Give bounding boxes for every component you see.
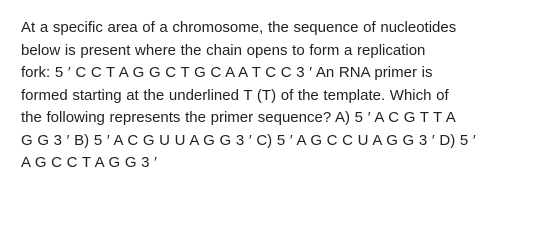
question-line-1: At a specific area of a chromosome, the sequence of nucleotides (21, 19, 457, 36)
question-line-2: below is present where the chain opens to form a replication (21, 41, 426, 59)
question-line-5: the following represents the primer sequence? A) 5 ′ A C G T T A (21, 109, 456, 126)
question-text (21, 17, 543, 175)
question-line-3: fork: 5 ′ C C T A G G C T G C A A T C C 3 ′ An RNA primer is (21, 64, 433, 81)
question-line-4: formed starting at the underlined T (T) of the template. Which of (21, 86, 449, 104)
question-line-6: G G 3 ′ B) 5 ′ A C G U U A G G 3 ′ C) 5 ′ A G C C U A G G 3 ′ D) 5 ′ (21, 131, 476, 149)
question-line-7: A G C C T A G G 3 ′ (21, 154, 157, 171)
